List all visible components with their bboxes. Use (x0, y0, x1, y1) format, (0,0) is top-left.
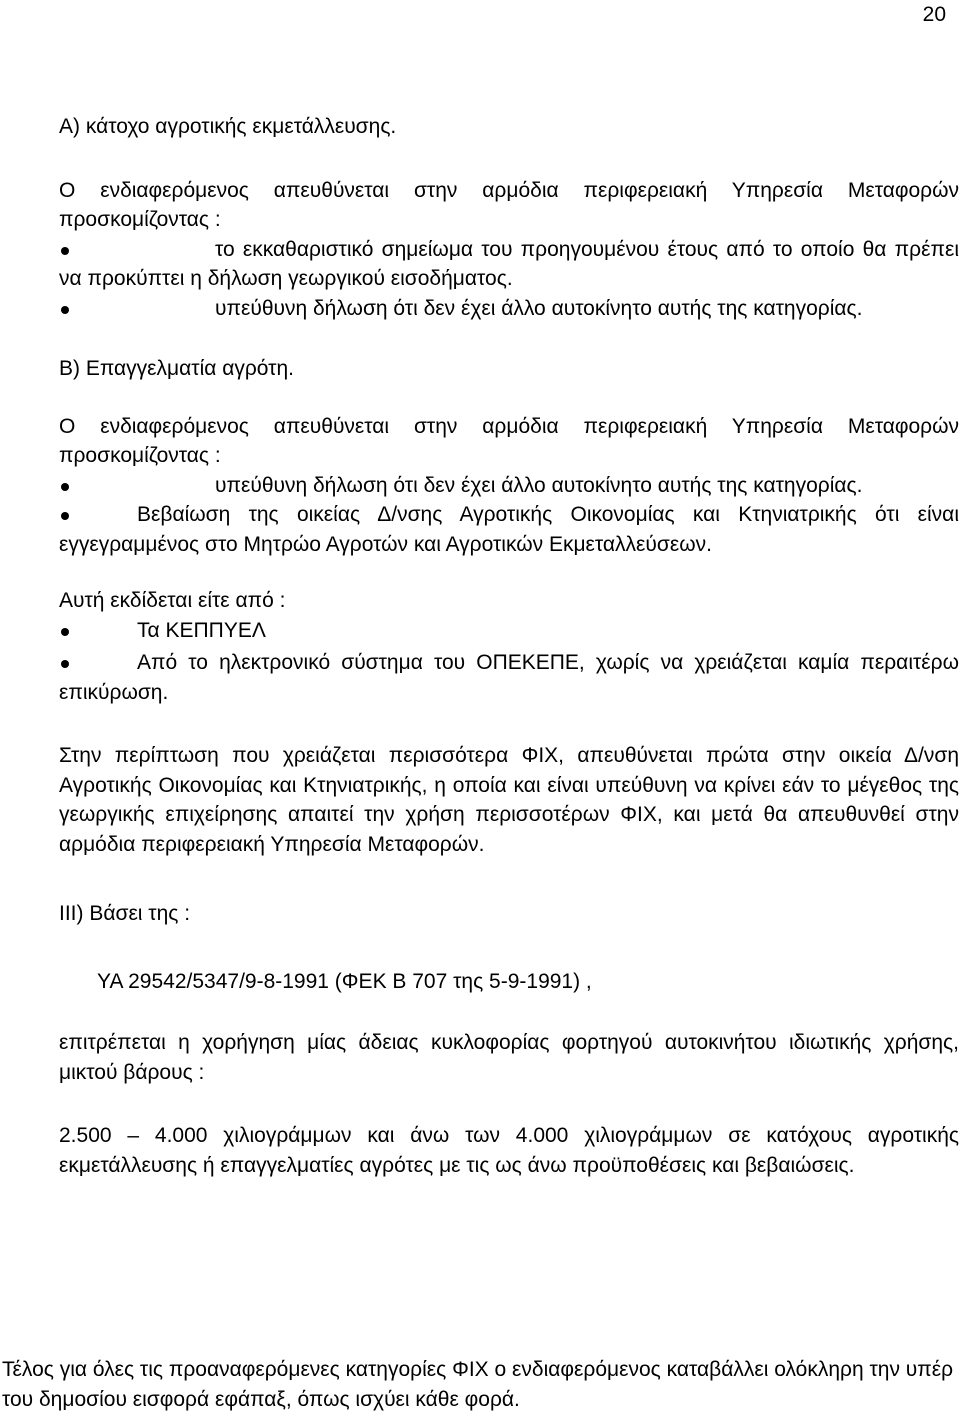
list-item: το εκκαθαριστικό σημείωμα του προηγουμένου έτους από το οποίο θα πρέπει να προκύπτει η δήλωση γεωργικού εισοδήματος. (59, 237, 959, 290)
fee-note: Τέλος για όλες τις προαναφερόμενες κατηγορίες ΦΙΧ ο ενδιαφερόμενος καταβάλλει ολόκληρη την υπέρ του δημοσίου εισφορά εφάπαξ, όπως ισχύει κάθε φορά. (2, 1358, 954, 1411)
section-b-heading: Β) Επαγγελματία αγρότη. (59, 357, 294, 380)
list-item: Βεβαίωση της οικείας Δ/νσης Αγροτικής Οικονομίας και Κτηνιατρικής ότι είναι εγγεγραμμένος στο Μητρώο Αγροτών και Αγροτικών Εκμεταλλεύσεων. (59, 503, 959, 556)
bullet-icon (61, 660, 69, 668)
section-iii-heading: ΙΙΙ) Βάσει της : (59, 902, 191, 925)
section-b-intro: Ο ενδιαφερόμενος απευθύνεται στην αρμόδια περιφερειακή Υπηρεσία Μεταφορών προσκομίζοντας : (59, 414, 959, 467)
permitted-paragraph: επιτρέπεται η χορήγηση μίας άδειας κυκλοφορίας φορτηγού αυτοκινήτου ιδιωτικής χρήσης, μικτού βάρους : (59, 1031, 959, 1084)
section-a-intro: Ο ενδιαφερόμενος απευθύνεται στην αρμόδια περιφερειακή Υπηρεσία Μεταφορών προσκομίζοντας : (59, 178, 959, 231)
list-item: Από το ηλεκτρονικό σύστημα του ΟΠΕΚΕΠΕ, χωρίς να χρειάζεται καμία περαιτέρω επικύρωση. (59, 651, 959, 704)
bullet-icon (61, 512, 69, 520)
page-number: 20 (922, 3, 946, 26)
issued-by-intro: Αυτή εκδίδεται είτε από : (59, 589, 286, 612)
ya-reference: ΥΑ 29542/5347/9-8-1991 (ΦΕΚ Β 707 της 5-9-1991) , (97, 969, 592, 993)
document-body (59, 112, 959, 1180)
bullet-icon (61, 483, 69, 491)
more-fix-paragraph: Στην περίπτωση που χρειάζεται περισσότερα ΦΙΧ, απευθύνεται πρώτα στην οικεία Δ/νση Αγροτικής Οικονομίας και Κτηνιατρικής, η οποία και είναι υπεύθυνη να κρίνει εάν το μέγεθος της γεωργικής επιχείρησης απαιτεί την χρήση περισσοτέρων ΦΙΧ, και μετά θα απευθυνθεί στην αρμόδια περιφερειακή Υπηρεσία Μεταφορών. (59, 744, 959, 856)
list-item: υπεύθυνη δήλωση ότι δεν έχει άλλο αυτοκίνητο αυτής της κατηγορίας. (59, 471, 959, 501)
list-item: Τα ΚΕΠΠΥΕΛ (59, 616, 959, 646)
section-a-heading: Α) κάτοχο αγροτικής εκμετάλλευσης. (59, 115, 397, 138)
bullet-icon (61, 247, 69, 255)
list-item: υπεύθυνη δήλωση ότι δεν έχει άλλο αυτοκίνητο αυτής της κατηγορίας. (59, 294, 959, 324)
bullet-icon (61, 306, 69, 314)
weight-range-paragraph: 2.500 – 4.000 χιλιογράμμων και άνω των 4.000 χιλιογράμμων σε κατόχους αγροτικής εκμετάλλευσης ή επαγγελματίες αγρότες με τις ως άνω προϋποθέσεις και βεβαιώσεις. (59, 1124, 959, 1177)
bullet-icon (61, 628, 69, 636)
